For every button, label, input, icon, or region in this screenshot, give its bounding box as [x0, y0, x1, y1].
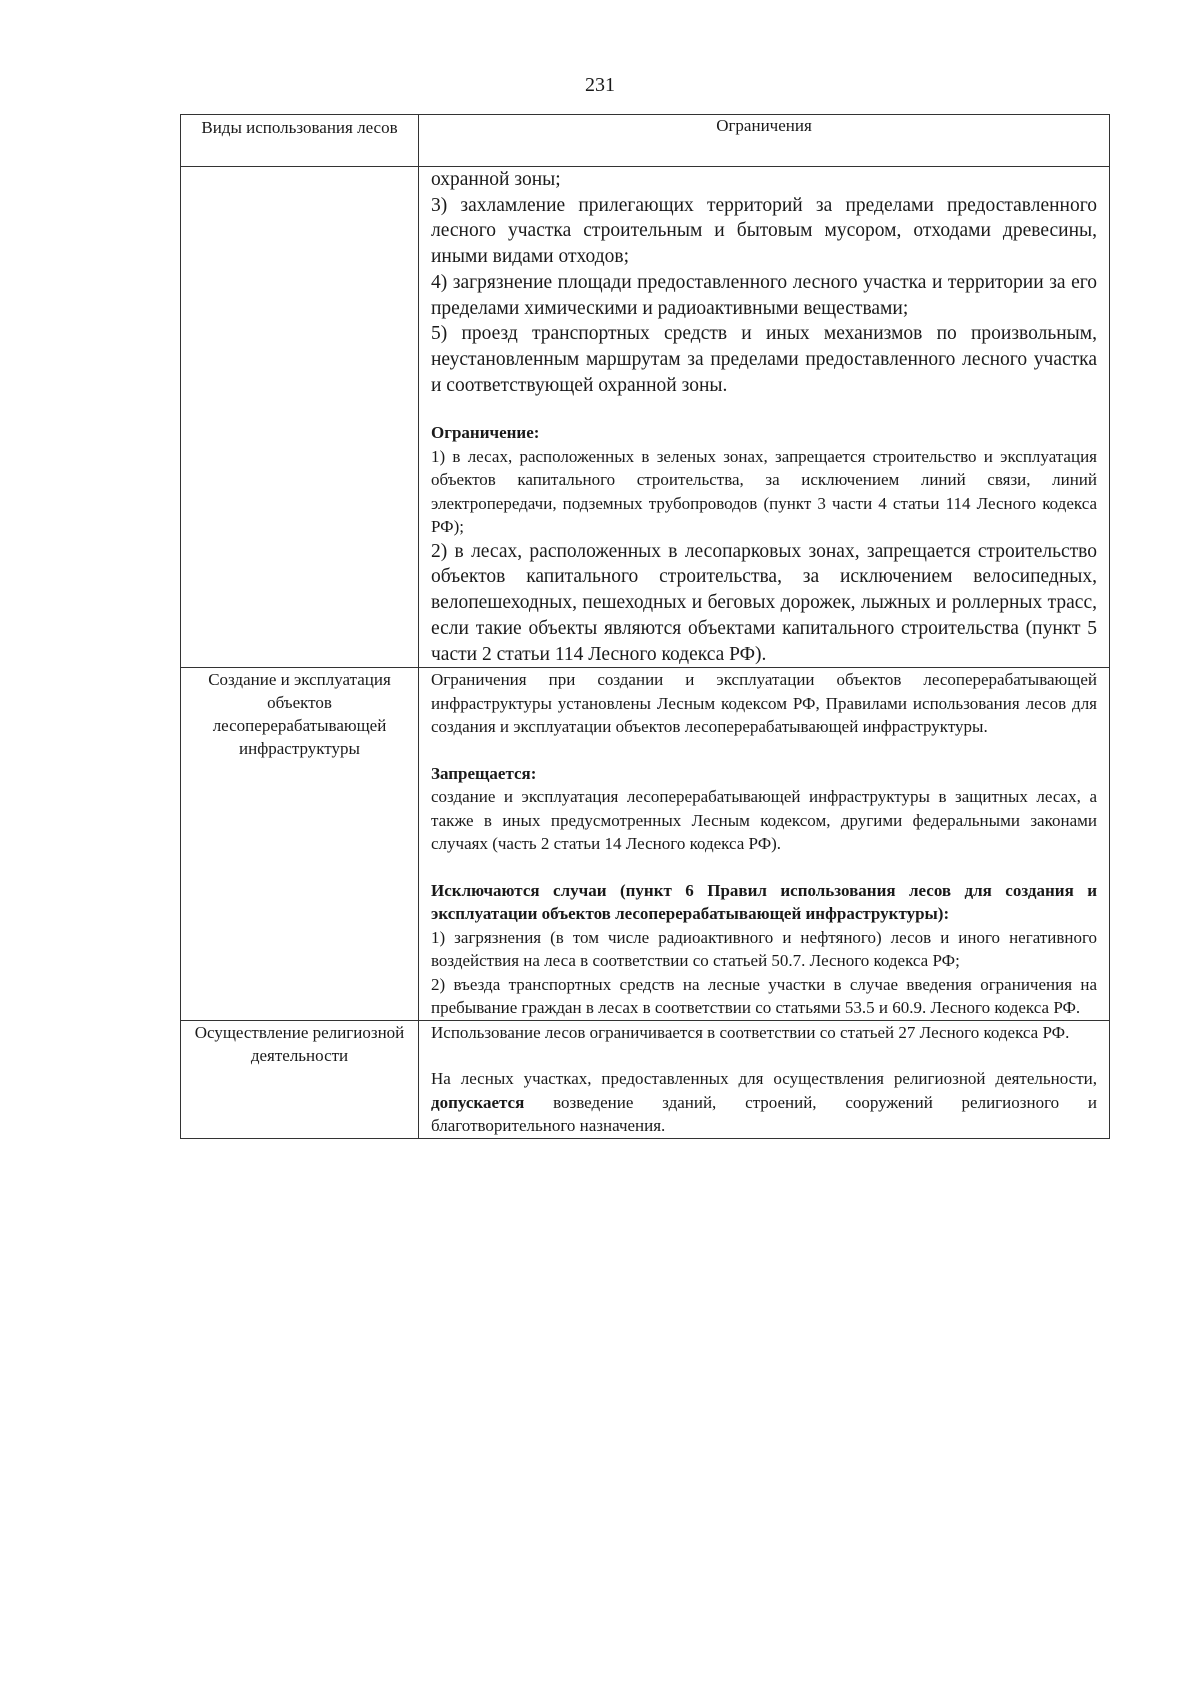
- paragraph: [431, 1067, 1097, 1138]
- text-span: На лесных участках, предоставленных для осуществления религиозной деятельности,: [431, 1069, 1097, 1089]
- paragraph: создание и эксплуатация лесоперерабатывающей инфраструктуры в защитных лесах, а также в иных предусмотренных Лесным кодексом, другими федеральными законами случаях (часть 2 статьи 14 Лесного кодекса РФ).: [431, 787, 1097, 854]
- list-item: 2) в лесах, расположенных в лесопарковых зонах, запрещается строительство объектов капитального строительства, за исключением велосипедных, велопешеходных, пешеходных и беговых дорожек, лыжных и роллерных трасс, если такие объекты являются объектами капитального строительства (пункт 5 части 2 статьи 114 Лесного кодекса РФ).: [431, 540, 1097, 665]
- paragraph: Использование лесов ограничивается в соответствии со статьей 27 Лесного кодекса РФ.: [431, 1022, 1070, 1042]
- row1-use-type: [181, 167, 419, 668]
- list-item: 5) проезд транспортных средств и иных механизмов по произвольным, неустановленным маршрутам за пределами предоставленного лесного участка и соответствующей охранной зоны.: [431, 323, 1097, 396]
- row2-use-type: Создание и эксплуатация объектов лесоперерабатывающей инфраструктуры: [181, 668, 419, 1021]
- list-item: 4) загрязнение площади предоставленного лесного участка и территории за его пределами химическими и радиоактивными веществами;: [431, 271, 1097, 319]
- list-item: 3) захламление прилегающих территорий за пределами предоставленного лесного участка строительным и бытовым мусором, отходами древесины, иными видами отходов;: [431, 194, 1097, 268]
- prohibited-heading: Запрещается:: [431, 763, 537, 783]
- paragraph: охранной зоны;: [431, 169, 561, 190]
- restriction-heading: Ограничение:: [431, 423, 540, 443]
- table-header-row: [181, 115, 1110, 167]
- header-forest-use-types: Виды использования лесов: [181, 115, 419, 167]
- paragraph: Ограничения при создании и эксплуатации объектов лесоперерабатывающей инфраструктуры установлены Лесным кодексом РФ, Правилами использования лесов для создания и эксплуатации объектов лесоперерабатывающей инфраструктуры.: [431, 670, 1097, 737]
- row3-restrictions: [419, 1020, 1110, 1138]
- page-number: 231: [585, 74, 615, 96]
- table-row: [181, 167, 1110, 668]
- row3-use-type: Осуществление религиозной деятельности: [181, 1020, 419, 1138]
- emphasis-allowed: допускается: [431, 1092, 525, 1112]
- list-item: 2) въезда транспортных средств на лесные участки в случае введения ограничения на пребывание граждан в лесах в соответствии со статьями 53.5 и 60.9. Лесного кодекса РФ.: [431, 974, 1097, 1018]
- restrictions-table: [180, 114, 1110, 1139]
- table-row: [181, 1020, 1110, 1138]
- row1-restrictions: [419, 167, 1110, 668]
- table-row: [181, 668, 1110, 1021]
- list-item: 1) загрязнения (в том числе радиоактивного и нефтяного) лесов и иного негативного воздействия на леса в соответствии со статьей 50.7. Лесного кодекса РФ;: [431, 927, 1097, 971]
- excluded-heading: Исключаются случаи (пункт 6 Правил использования лесов для создания и эксплуатации объектов лесоперерабатывающей инфраструктуры):: [431, 880, 1097, 924]
- header-restrictions: Ограничения: [419, 115, 1110, 167]
- row2-restrictions: [419, 668, 1110, 1021]
- list-item: 1) в лесах, расположенных в зеленых зонах, запрещается строительство и эксплуатация объектов капитального строительства, за исключением линий связи, линий электропередачи, подземных трубопроводов (пункт 3 части 4 статьи 114 Лесного кодекса РФ);: [431, 446, 1097, 537]
- text-span: возведение зданий, строений, сооружений религиозного и благотворительного назначения.: [431, 1092, 1097, 1136]
